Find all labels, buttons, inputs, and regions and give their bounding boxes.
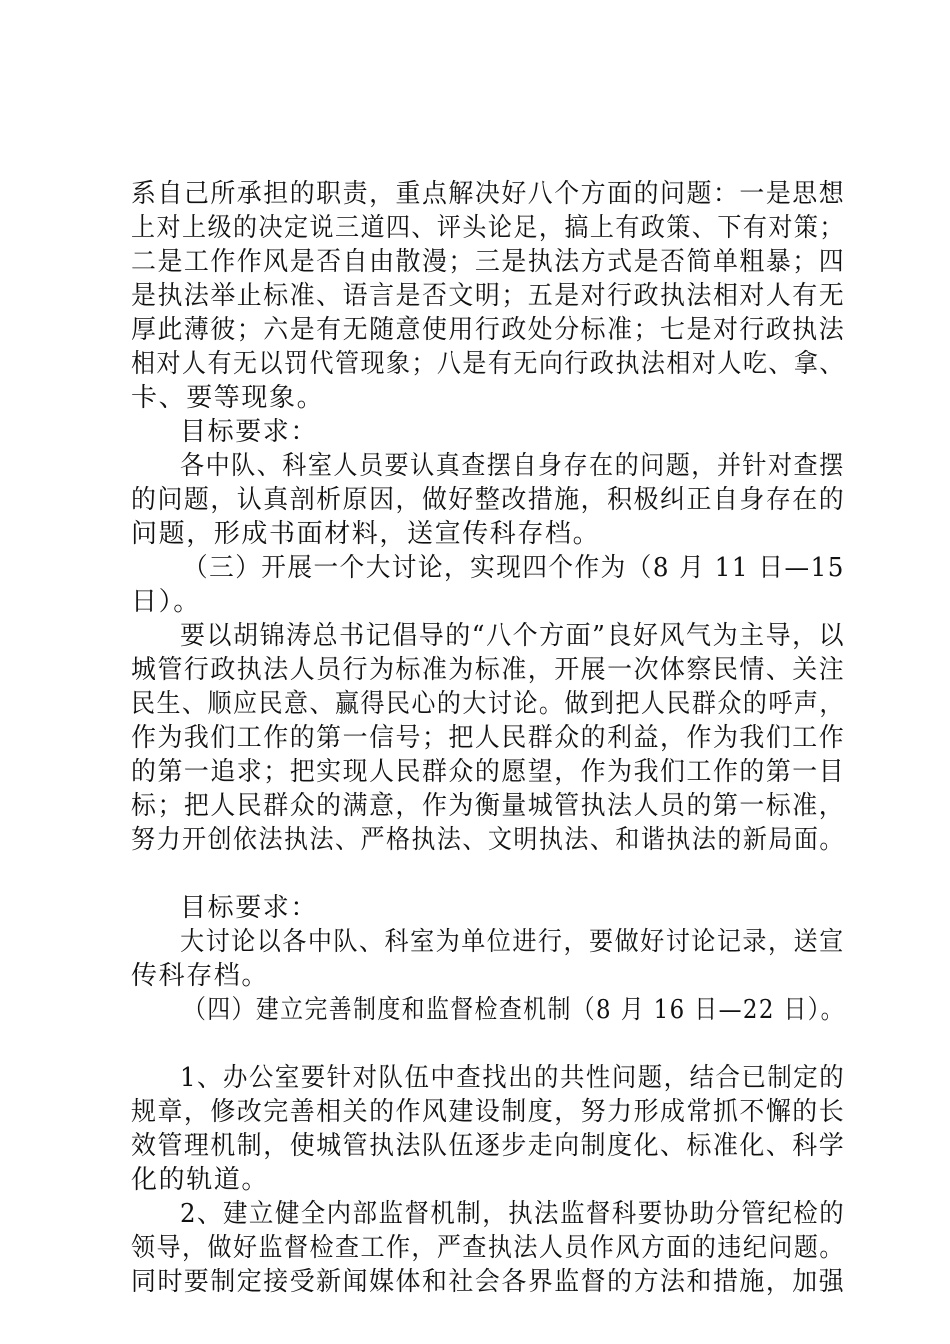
text-line: 是执法举止标准、语言是否文明；五是对行政执法相对人有无 [131,281,846,311]
text-line: 领导，做好监督检查工作，严查执法人员作风方面的违纪问题。 [131,1233,845,1263]
text-line: 问题，形成书面材料，送宣传科存档。 [131,519,601,549]
text-line: 民生、顺应民意、赢得民心的大讨论。做到把人民群众的呼声， [131,689,845,719]
text-line: 同时要制定接受新闻媒体和社会各界监督的方法和措施，加强 [131,1267,846,1297]
text-line: 上对上级的决定说三道四、评头论足，搞上有政策、下有对策； [131,213,845,243]
section-heading: 目标要求： [180,893,319,923]
text-line: 各中队、科室人员要认真查摆自身存在的问题，并针对查摆 [180,451,845,481]
text-line: 日）。 [131,587,201,617]
text-line: 化的轨道。 [131,1165,270,1195]
text-line: 2、建立健全内部监督机制，执法监督科要协助分管纪检的 [180,1199,846,1229]
section-heading: （四）建立完善制度和监督检查机制（8 月 16 日—22 日）。 [183,995,845,1025]
text-line: 厚此薄彼；六是有无随意使用行政处分标准；七是对行政执法 [131,315,846,345]
text-line: 城管行政执法人员行为标准为标准，开展一次体察民情、关注 [131,655,846,685]
text-line: 的第一追求；把实现人民群众的愿望，作为我们工作的第一目 [131,757,846,787]
text-line: 二是工作作风是否自由散漫；三是执法方式是否简单粗暴；四 [131,247,846,277]
text-line: 系自己所承担的职责，重点解决好八个方面的问题：一是思想 [131,179,846,209]
text-line: 作为我们工作的第一信号；把人民群众的利益，作为我们工作 [131,723,846,753]
text-line: 的问题，认真剖析原因，做好整改措施，积极纠正自身存在的 [131,485,846,515]
section-heading: 目标要求： [180,417,319,447]
text-line: 1、办公室要针对队伍中查找出的共性问题，结合已制定的 [180,1063,846,1093]
text-line: 效管理机制，使城管执法队伍逐步走向制度化、标准化、科学 [131,1131,846,1161]
text-line: 大讨论以各中队、科室为单位进行，要做好讨论记录，送宣 [180,927,845,957]
text-line: 规章，修改完善相关的作风建设制度，努力形成常抓不懈的长 [131,1097,846,1127]
text-line: 努力开创依法执法、严格执法、文明执法、和谐执法的新局面。 [131,825,845,855]
text-line: 相对人有无以罚代管现象；八是有无向行政执法相对人吃、拿、 [131,349,845,379]
section-heading: （三）开展一个大讨论，实现四个作为（8 月 11 日—15 [183,553,845,583]
text-line: 卡、要等现象。 [131,383,325,413]
text-line: 标；把人民群众的满意，作为衡量城管执法人员的第一标准， [131,791,846,821]
text-line: 要以胡锦涛总书记倡导的“八个方面”良好风气为主导，以 [180,621,846,651]
text-line: 传科存档。 [131,961,270,991]
